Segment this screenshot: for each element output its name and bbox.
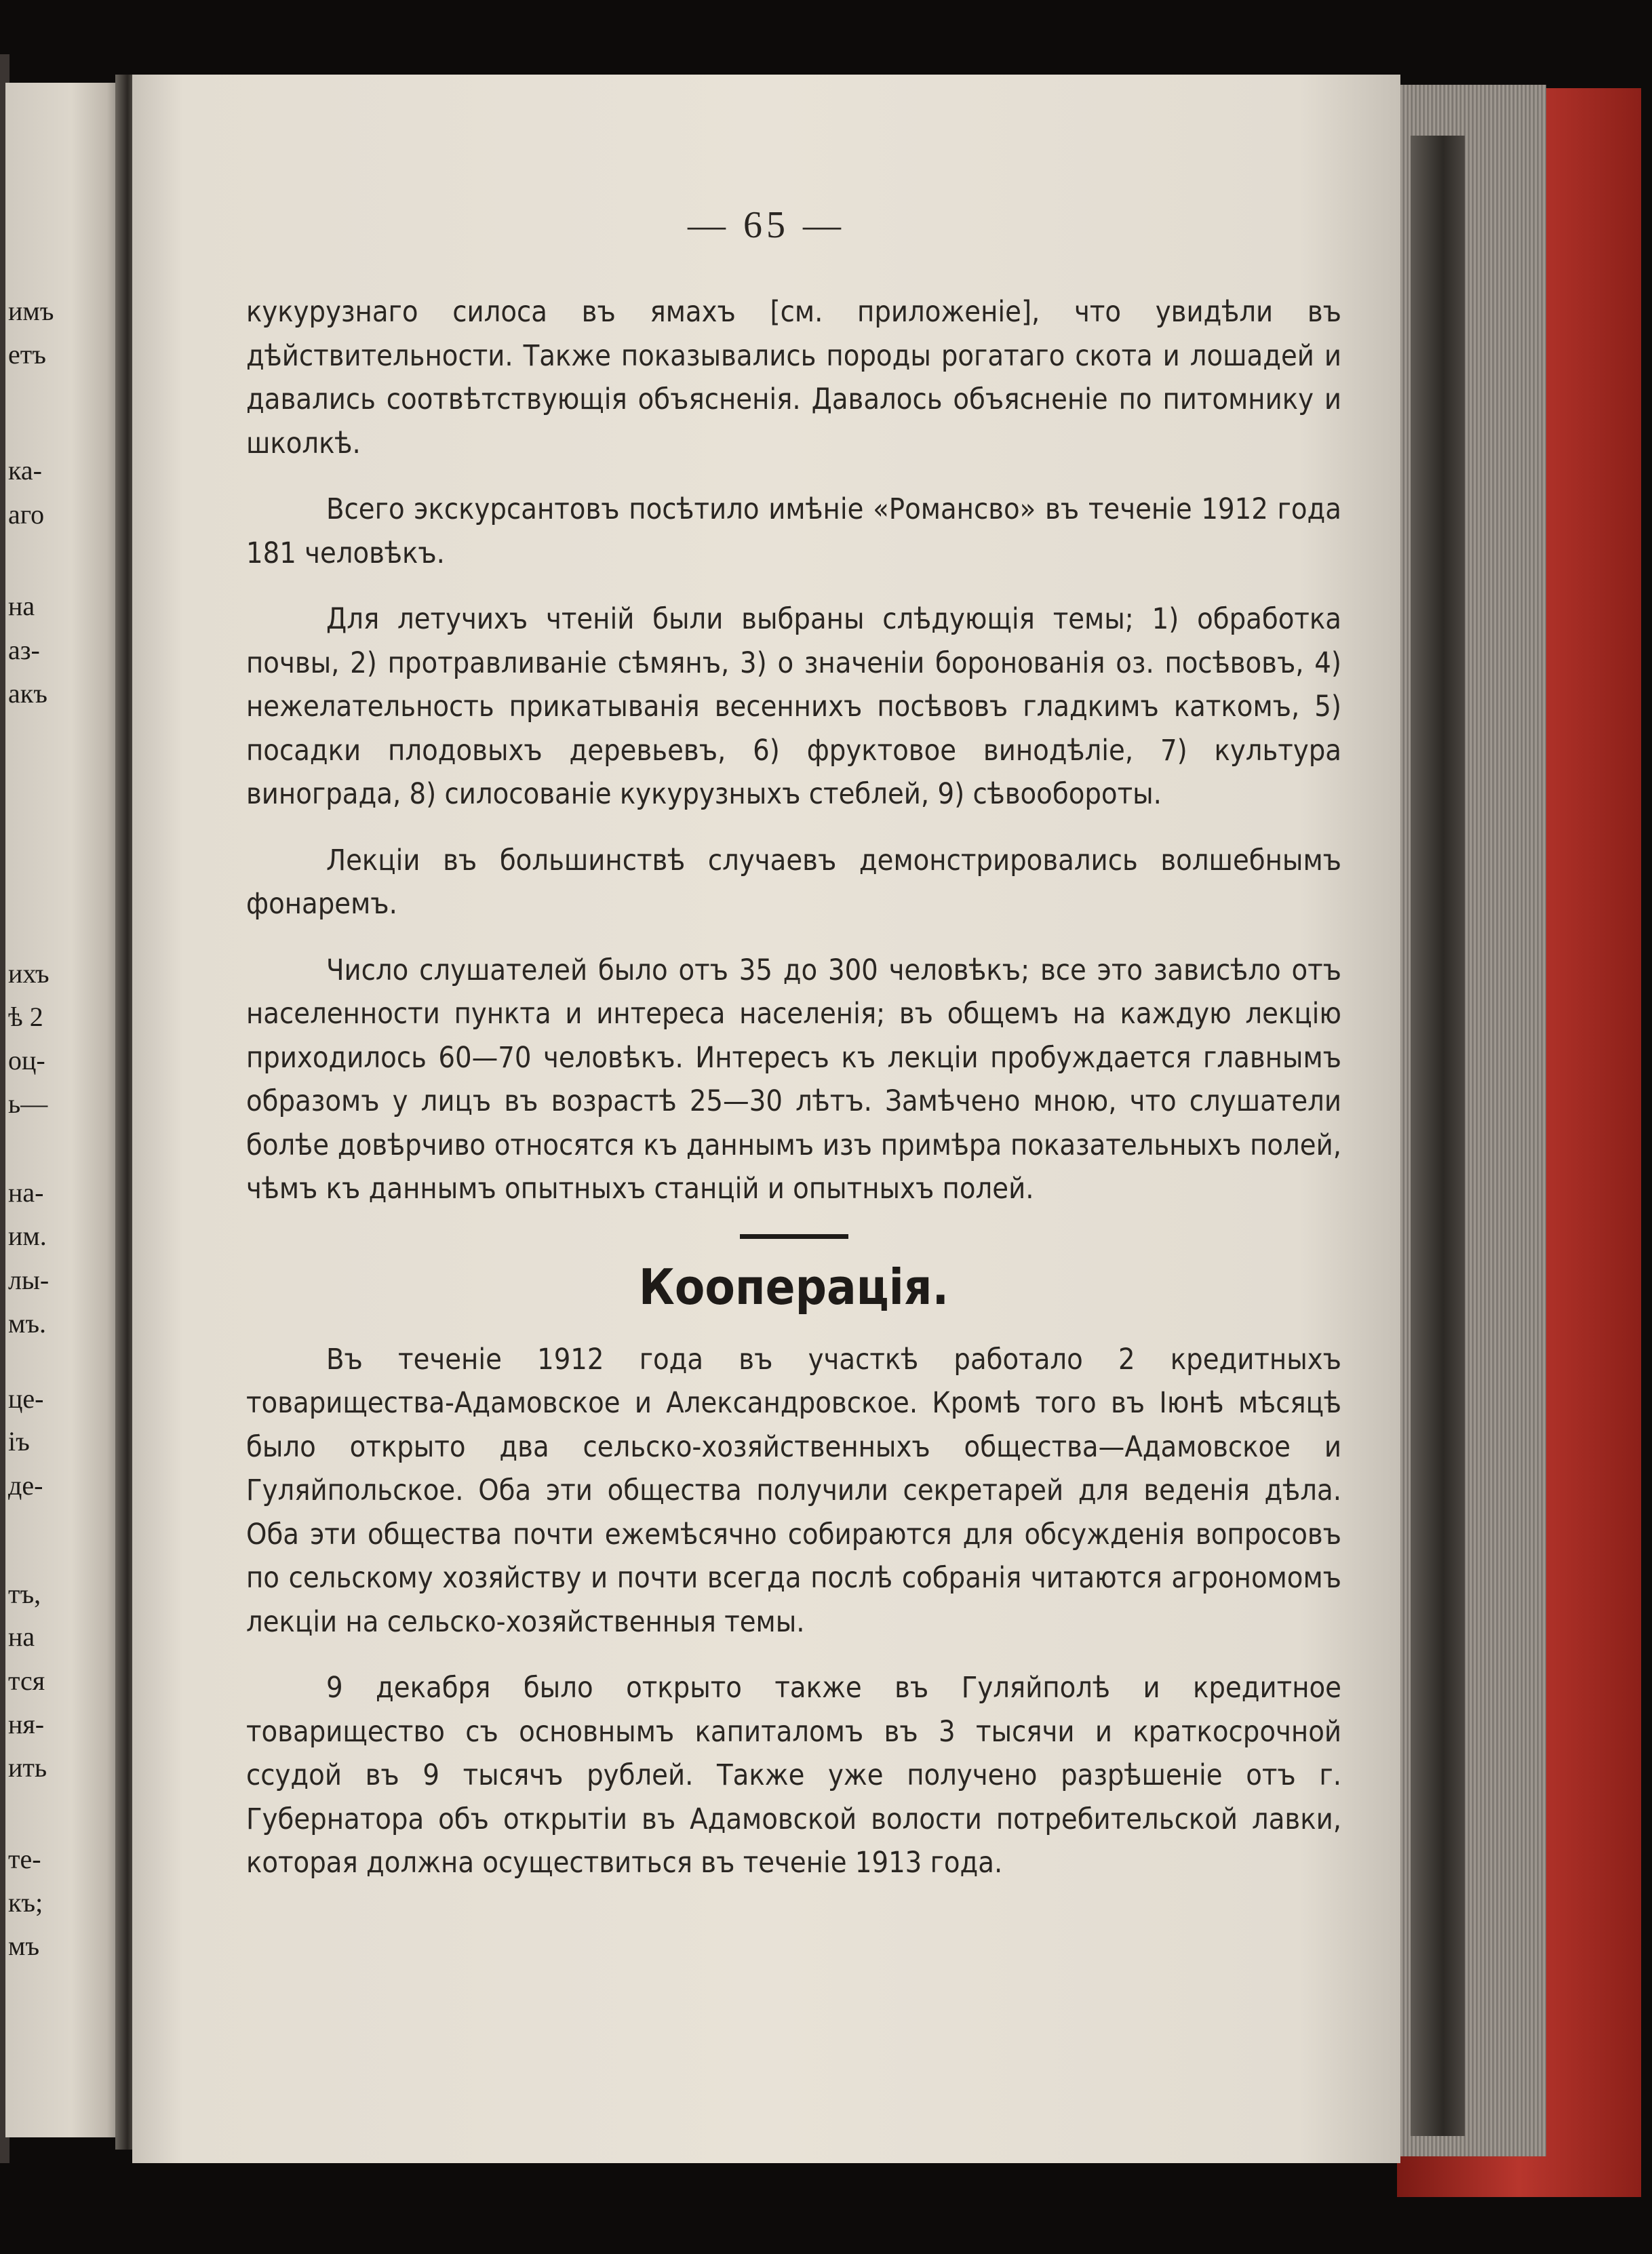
body-paragraph: Число слушателей было отъ 35 до 300 человѣкъ; все это зависѣло отъ населенности пункта и интереса населенія; въ общемъ на каждую лекцію приходилось 60—70 человѣкъ. Интересъ къ лекціи пробуждается главнымъ образомъ у лицъ въ возрастѣ 25—30 лѣтъ. Замѣчено мною, что слушатели болѣе довѣрчиво относятся къ даннымъ изъ примѣра показательныхъ полей, чѣмъ къ даннымъ опытныхъ станцій и опытныхъ полей. xyxy=(246,953,1341,1206)
left-fragment: оц- xyxy=(8,1045,45,1075)
page-block-edge xyxy=(1383,85,1546,2156)
left-fragment: мъ. xyxy=(8,1308,46,1339)
left-fragment: ѣ 2 xyxy=(8,1002,43,1032)
left-fragment: акъ xyxy=(8,678,47,709)
left-fragment: те- xyxy=(8,1844,41,1874)
left-fragment: аз- xyxy=(8,635,40,665)
left-fragment: етъ xyxy=(8,339,46,370)
section-heading: Кооперація. xyxy=(638,1258,949,1316)
left-fragment: тъ, xyxy=(8,1579,41,1609)
left-fragment: іъ xyxy=(8,1426,30,1457)
left-fragment: на xyxy=(8,591,35,621)
left-fragment: це- xyxy=(8,1383,44,1414)
section-paragraph: 9 декабря было открыто также въ Гуляйполѣ и кредитное товарищество съ основнымъ капиталомъ въ 3 тысячи и краткосрочной ссудой въ 9 тысячъ рублей. Также уже получено разрѣшеніе отъ г. Губернатора объ открытіи въ Адамовской волости потребительской лавки, которая должна осуществиться въ теченіе 1913 года. xyxy=(246,1671,1341,1880)
body-paragraph: Для летучихъ чтеній были выбраны слѣдующія темы; 1) обработка почвы, 2) протравливаніе сѣмянъ, 3) о значеніи боронованія оз. посѣвовъ, 4) нежелательность прикатыванія весеннихъ посѣвовъ гладкимъ каткомъ, 5) посадки плодовыхъ деревьевъ, 6) фруктовое винодѣліе, 7) культура винограда, 8) силосованіе кукурузныхъ стеблей, 9) сѣвообороты. xyxy=(246,602,1341,811)
page-body xyxy=(246,290,1341,1907)
page-block-shadow xyxy=(1411,136,1465,2136)
left-fragment: ихъ xyxy=(8,958,50,989)
left-fragment: на xyxy=(8,1621,35,1652)
section-paragraph: Въ теченіе 1912 года въ участкѣ работало 2 кредитныхъ товарищества-Адамовское и Александровское. Кромѣ того въ Іюнѣ мѣсяцѣ было открыто два сельско-хозяйственныхъ общества—Адамовское и Гуляйпольское. Оба эти общества получили секретарей для веденія дѣла. Оба эти общества почти ежемѣсячно собираются для обсужденія вопросовъ по сельскому хозяйству и почти всегда послѣ собранія читаются агрономомъ лекціи на сельско-хозяйственныя темы. xyxy=(246,1342,1341,1639)
body-paragraph: Лекціи въ большинствѣ случаевъ демонстрировались волшебнымъ фонаремъ. xyxy=(246,843,1341,921)
body-paragraph: Всего экскурсантовъ посѣтило имѣніе «Романсво» въ теченіе 1912 года 181 человѣкъ. xyxy=(246,492,1341,570)
left-fragment: имъ xyxy=(8,296,54,326)
left-fragment: мъ xyxy=(8,1931,39,1961)
left-fragment: лы- xyxy=(8,1265,50,1295)
left-fragment: ь— xyxy=(8,1088,48,1119)
left-fragment: им. xyxy=(8,1221,47,1251)
page-number-header: — 65 — xyxy=(688,204,845,246)
left-page xyxy=(5,83,125,2137)
left-fragment: ить xyxy=(8,1752,47,1783)
right-page xyxy=(132,75,1400,2163)
left-fragment: аго xyxy=(8,499,45,530)
left-fragment: де- xyxy=(8,1470,43,1501)
left-fragment: тся xyxy=(8,1665,45,1696)
body-paragraph: кукурузнаго силоса въ ямахъ [см. приложеніе], что увидѣли въ дѣйствительности. Также показывались породы рогатаго скота и лошадей и давались соотвѣтствующія объясненія. Давалось объясненіе по питомнику и школкѣ. xyxy=(246,295,1341,460)
left-fragment: ня- xyxy=(8,1709,45,1739)
left-fragment: къ; xyxy=(8,1887,43,1918)
left-fragment: на- xyxy=(8,1177,44,1208)
section-divider xyxy=(740,1234,848,1239)
left-fragment: ка- xyxy=(8,455,42,486)
